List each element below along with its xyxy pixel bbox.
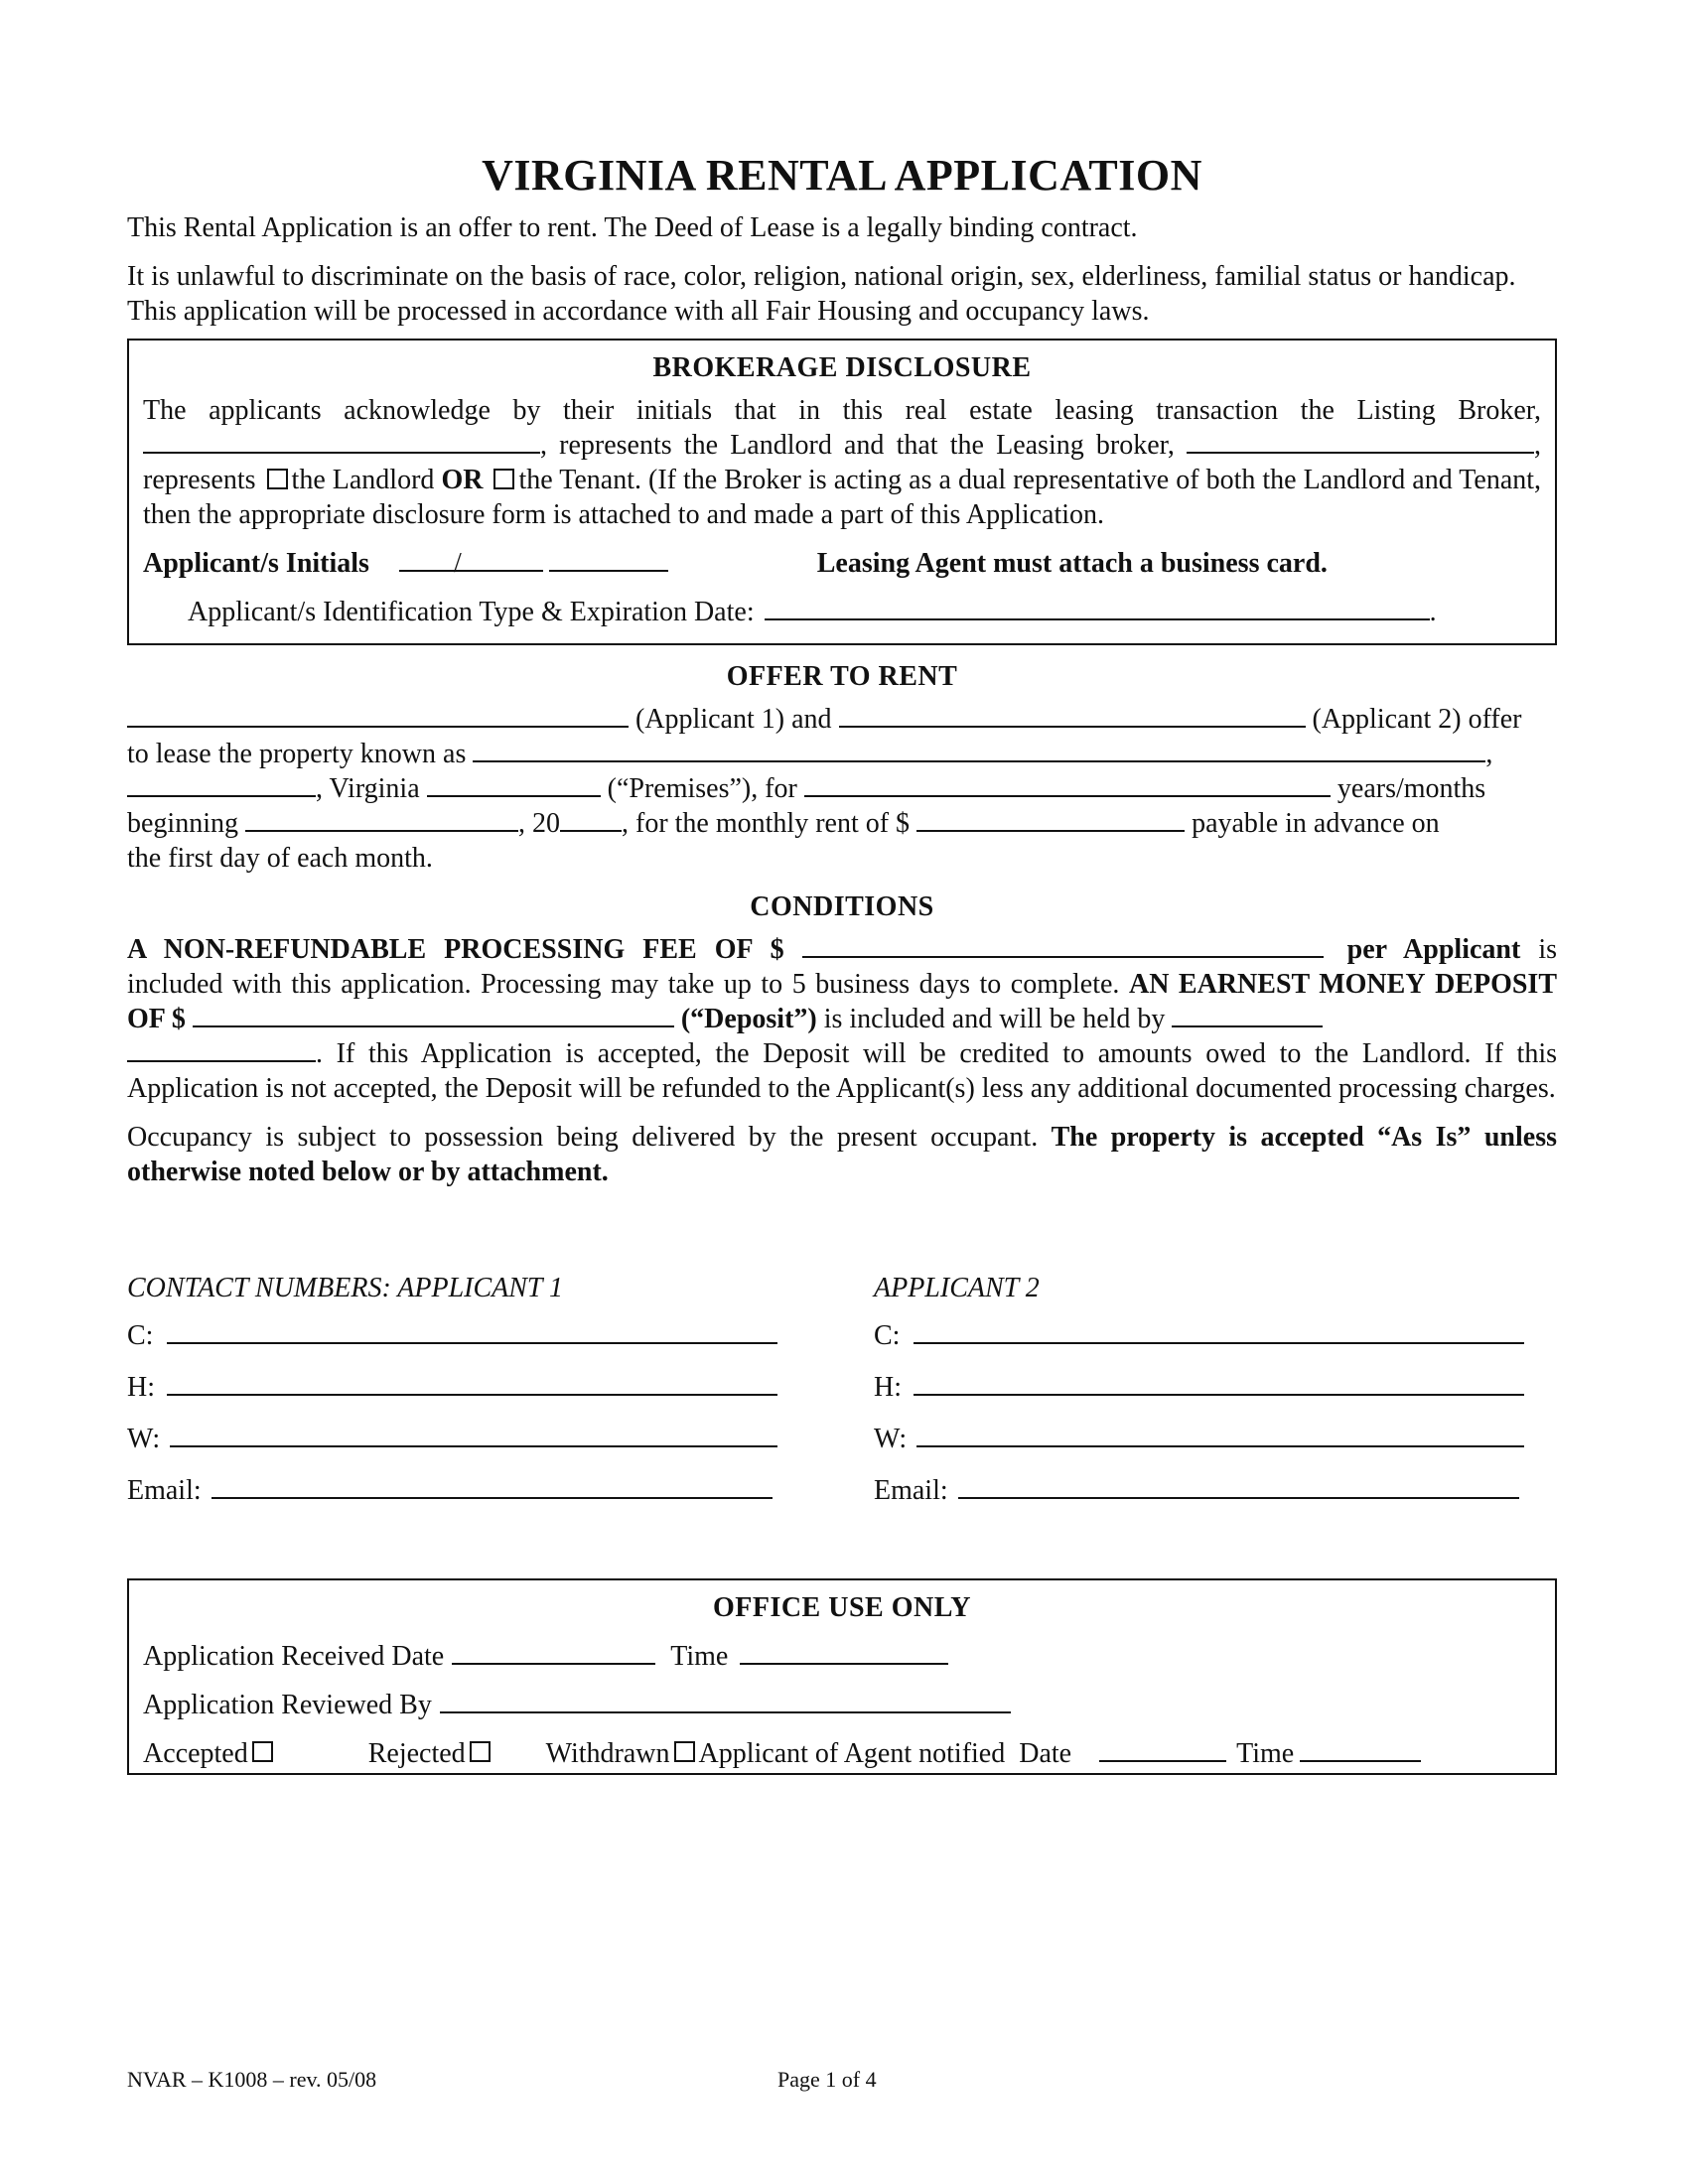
city-field[interactable] — [127, 771, 316, 797]
brokerage-text-b: , represents the Landlord and that the Leasing broker, — [540, 430, 1175, 461]
property-address-field[interactable] — [473, 737, 1485, 762]
conditions-title: CONDITIONS — [750, 891, 934, 922]
offer-year-prefix: , 20 — [518, 808, 560, 839]
applicant1-work-row — [127, 1414, 874, 1465]
deposit-label: DEPOSIT OF $ — [127, 969, 1558, 1034]
conditions-text — [127, 932, 1557, 1106]
monthly-rent-field[interactable] — [916, 806, 1185, 832]
form-page — [127, 149, 1557, 1775]
form-id: NVAR – K1008 – rev. 05/08 — [127, 2067, 377, 2092]
received-time-label: Time — [670, 1641, 729, 1672]
earnest-money: AN EARNEST MONEY — [1128, 969, 1426, 1000]
offer-lease-known: to lease the property known as — [127, 739, 467, 769]
applicant2-email-label: Email: — [874, 1475, 948, 1506]
received-date-field[interactable] — [452, 1639, 655, 1665]
applicant1-contacts — [127, 1271, 874, 1517]
intro-line-1: This Rental Application is an offer to rent. The Deed of Lease is a legally binding contract. — [127, 212, 1138, 243]
status-row — [143, 1736, 1541, 1771]
brokerage-title: BROKERAGE DISCLOSURE — [652, 352, 1032, 383]
initials-field-2[interactable] — [549, 546, 668, 572]
office-use-box — [127, 1578, 1557, 1775]
reviewed-label: Application Reviewed By — [143, 1690, 432, 1720]
applicant1-email-row — [127, 1465, 874, 1517]
applicant2-work-row — [874, 1414, 1557, 1465]
tenant-checkbox[interactable] — [493, 469, 514, 489]
offer-applicant2-label: (Applicant 2) offer — [1312, 704, 1522, 735]
accepted-checkbox[interactable] — [252, 1741, 273, 1762]
conditions-is: is — [1538, 934, 1558, 965]
applicant2-cell-label: C: — [874, 1320, 901, 1351]
landlord-checkbox[interactable] — [267, 469, 288, 489]
offer-text: (Applicant 1) and (Applicant 2) offer to lease the property known as , , Virginia (“Premises”), for years/months beginning , 20 , for the monthly rent of $ payable in advance on the first day of each month. — [127, 704, 1522, 874]
zip-field[interactable] — [427, 771, 601, 797]
applicant2-home-row — [874, 1362, 1557, 1414]
received-time-field[interactable] — [740, 1639, 948, 1665]
offer-first-day: the first day of each month. — [127, 843, 433, 874]
conditions-processing: included with this application. Processing may take up to 5 business days to complete. — [127, 969, 1120, 1000]
initials-field-1[interactable] — [399, 546, 543, 572]
start-date-field[interactable] — [245, 806, 518, 832]
applicant2-email-row — [874, 1465, 1557, 1517]
rejected-checkbox[interactable] — [470, 1741, 491, 1762]
applicant1-cell-label: C: — [127, 1320, 154, 1351]
applicant1-cell-field[interactable] — [167, 1318, 777, 1344]
applicant2-home-label: H: — [874, 1372, 902, 1403]
offer-title: OFFER TO RENT — [726, 661, 958, 692]
offer-premises: (“Premises”), for — [607, 773, 797, 804]
processing-fee-field[interactable] — [802, 932, 1324, 958]
applicant2-work-field[interactable] — [916, 1422, 1524, 1447]
offer-years-months: years/months — [1336, 773, 1486, 804]
intro-line-2: It is unlawful to discriminate on the basis of race, color, religion, national origin, sex, elderliness, familial status or handicap. This application will be processed in accordance with all Fair Housing and occupancy laws. — [127, 261, 1516, 327]
applicant1-home-field[interactable] — [167, 1370, 777, 1396]
deposit-quote: (“Deposit”) — [680, 1004, 817, 1034]
applicant1-work-label: W: — [127, 1424, 161, 1454]
office-title: OFFICE USE ONLY — [712, 1592, 972, 1623]
offer-applicant1-label: (Applicant 1) and — [635, 704, 832, 735]
start-year-field[interactable] — [560, 806, 622, 832]
listing-broker-field[interactable] — [143, 428, 540, 454]
brokerage-disclosure-box — [127, 339, 1557, 645]
offer-beginning: beginning — [127, 808, 238, 839]
per-applicant: per Applicant — [1346, 934, 1521, 965]
initials-label: Applicant/s Initials — [143, 548, 369, 579]
offer-rent: , for the monthly rent of $ — [622, 808, 911, 839]
conditions-accepted: . If this Application is accepted, the Deposit will be credited to amounts owed to the Landlord. If this Application is not accepted, the Deposit will be refunded to the Applicant(s) less any additional documented processing charges. — [127, 1038, 1557, 1104]
applicant2-contacts-title: APPLICANT 2 — [874, 1273, 1040, 1303]
withdrawn-checkbox[interactable] — [674, 1741, 695, 1762]
received-label: Application Received Date — [143, 1641, 445, 1672]
agent-note: Leasing Agent must attach a business card. — [816, 548, 1328, 579]
notified-time-label: Time — [1236, 1738, 1295, 1769]
term-field[interactable] — [804, 771, 1331, 797]
notified-date-field[interactable] — [1099, 1736, 1226, 1762]
applicant1-home-label: H: — [127, 1372, 155, 1403]
deposit-held-by: is included and will be held by — [823, 1004, 1166, 1034]
reviewed-row — [143, 1688, 1541, 1722]
brokerage-text-c: represents — [143, 465, 256, 495]
identification-label: Applicant/s Identification Type & Expiration Date: — [188, 597, 755, 627]
held-by-field-2[interactable] — [127, 1036, 316, 1062]
applicant2-home-field[interactable] — [914, 1370, 1524, 1396]
brokerage-text: The applicants acknowledge by their initials that in this real estate leasing transaction the Listing Broker, , represents the Landlord and that the Leasing broker, , represents the Landlord OR the Tenant. (If the Broker is acting as a dual representative of both the Landlord and Tenant, then the appropriate disclosure form is attached to and made a part of this Application. — [143, 395, 1542, 530]
applicant1-email-label: Email: — [127, 1475, 202, 1506]
offer-virginia: , Virginia — [316, 773, 420, 804]
initials-separator: / — [453, 548, 462, 579]
brokerage-or: OR — [441, 465, 484, 495]
offer-payable: payable in advance on — [1192, 808, 1440, 839]
brokerage-text-e: the Tenant. (If the Broker is acting as a dual representative of both the Landlord and Tenant, then the appropriate disclosure form is attached to and made a part of this Application. — [143, 465, 1542, 530]
notified-time-field[interactable] — [1300, 1736, 1421, 1762]
applicant1-work-field[interactable] — [170, 1422, 777, 1447]
contact-numbers — [127, 1271, 1557, 1517]
applicant1-cell-row — [127, 1310, 874, 1362]
reviewed-by-field[interactable] — [440, 1688, 1011, 1713]
applicant1-name-field[interactable] — [127, 702, 629, 728]
applicant2-email-field[interactable] — [958, 1473, 1519, 1499]
applicant1-contacts-title: CONTACT NUMBERS: APPLICANT 1 — [127, 1273, 563, 1303]
occupancy-text — [127, 1120, 1557, 1189]
applicant2-cell-field[interactable] — [914, 1318, 1524, 1344]
withdrawn-label: Withdrawn — [545, 1738, 670, 1769]
brokerage-text-a: The applicants acknowledge by their initials that in this real estate leasing transaction the Listing Broker, — [143, 395, 1541, 426]
applicant2-cell-row — [874, 1310, 1557, 1362]
identification-field[interactable] — [765, 595, 1430, 620]
as-is-sentence: The property is accepted “As Is” unless otherwise noted below or by attachment. — [127, 1122, 1557, 1187]
brokerage-text-d: the Landlord — [291, 465, 435, 495]
applicant1-email-field[interactable] — [211, 1473, 773, 1499]
deposit-amount-field[interactable] — [193, 1002, 674, 1027]
identification-row: Applicant/s Identification Type & Expiration Date: . — [188, 597, 1437, 627]
page-number: Page 1 of 4 — [777, 2067, 877, 2092]
page-title: VIRGINIA RENTAL APPLICATION — [482, 151, 1202, 200]
applicant2-contacts — [874, 1271, 1557, 1517]
rejected-label: Rejected — [367, 1738, 466, 1769]
occupancy-sentence: Occupancy is subject to possession being delivered by the present occupant. — [127, 1122, 1039, 1153]
accepted-label: Accepted — [143, 1738, 248, 1769]
applicant1-home-row — [127, 1362, 874, 1414]
notified-label: Applicant of Agent notified Date — [698, 1738, 1072, 1769]
received-row — [143, 1639, 1541, 1674]
held-by-field-1[interactable] — [1172, 1002, 1323, 1027]
fee-label: A NON-REFUNDABLE PROCESSING FEE OF $ — [127, 934, 784, 965]
applicant2-work-label: W: — [874, 1424, 908, 1454]
applicant2-name-field[interactable] — [839, 702, 1306, 728]
leasing-broker-field[interactable] — [1187, 428, 1534, 454]
initials-row — [143, 546, 1541, 581]
